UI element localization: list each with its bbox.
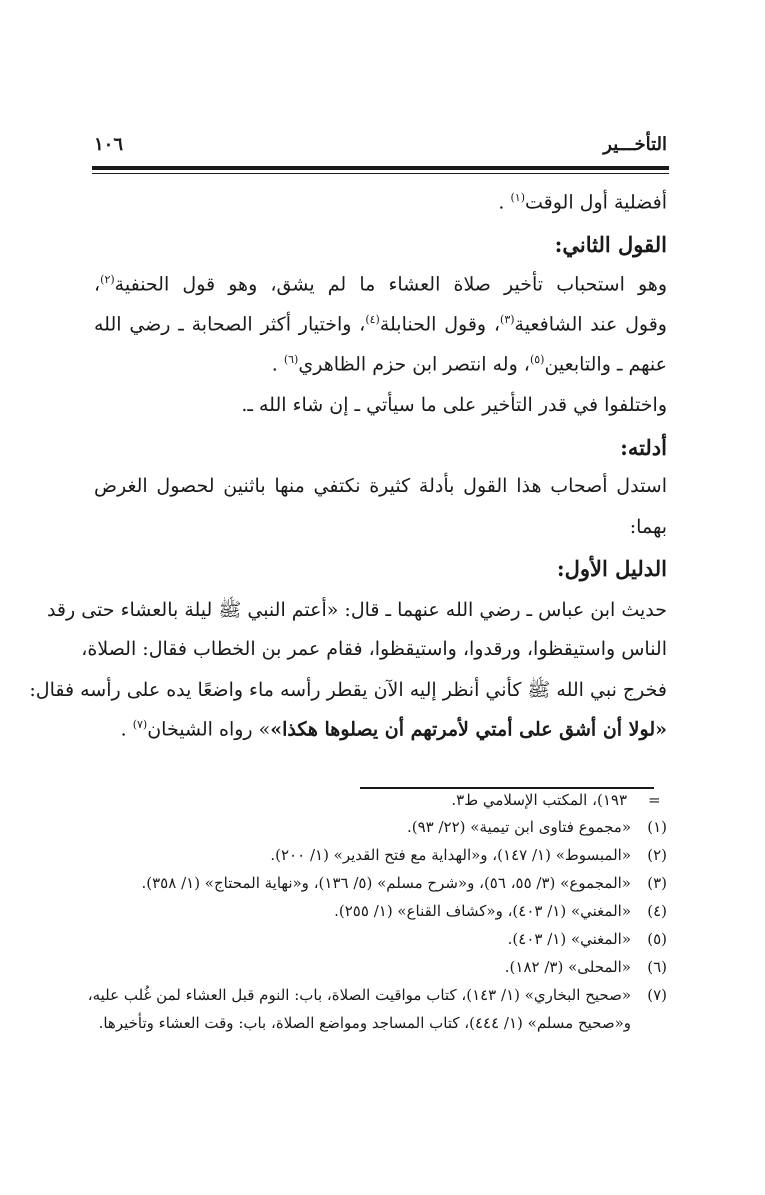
- footnote-continuation-mark: =: [648, 791, 661, 809]
- body-line: الناس واستيقظوا، ورقدوا، واستيقظوا، فقام عمر بن الخطاب فقال: الصلاة،: [81, 638, 667, 660]
- footnote-ref[interactable]: (٤): [365, 313, 380, 326]
- body-line: وهو استحباب تأخير صلاة العشاء ما لم يشق، وهو قول الحنفية$^{(٢)}$،: [94, 273, 667, 296]
- footnote-continuation: ١٩٣)، المكتب الإسلامي ط٣.: [451, 791, 627, 809]
- section-heading: القول الثاني:: [554, 232, 667, 257]
- body-line: «لولا أن أشق على أمتي لأمرتهم أن يصلوها هكذا»» رواه الشيخان$^{(٧)}$ .: [120, 718, 667, 741]
- body-line: واختلفوا في قدر التأخير على ما سيأتي ـ إن شاء الله ـ.: [241, 394, 667, 416]
- footnote-ref[interactable]: (٧): [132, 718, 148, 731]
- footnote-item: (٢)«المبسوط» (١/ ١٤٧)، و«الهداية مع فتح القدير» (١/ ٢٠٠).: [270, 846, 667, 864]
- body-line: بهما:: [629, 516, 667, 538]
- body-line: حديث ابن عباس ـ رضي الله عنهما ـ قال: «أعتم النبي ﷺ ليلة بالعشاء حتى رقد: [46, 599, 667, 621]
- body-line: أفضلية أول الوقت$^{(١)}$ .: [498, 191, 667, 214]
- page-header: [94, 134, 667, 164]
- page-number: ١٠٦: [94, 134, 124, 155]
- footnote-item: (٧)«صحيح البخاري» (١/ ١٤٣)، كتاب مواقيت الصلاة، باب: النوم قبل العشاء لمن غُلب عليه،: [87, 986, 667, 1004]
- footnote-separator: [360, 787, 654, 789]
- footnote-item: (١)«مجموع فتاوى ابن تيمية» (٢٢/ ٩٣).: [406, 818, 667, 836]
- footnote-item: (٥)«المغني» (١/ ٤٠٣).: [507, 930, 667, 948]
- header-rule-thick: [92, 166, 669, 170]
- section-heading-first-evidence: الدليل الأول:: [556, 556, 667, 581]
- footnote-item: (٣)«المجموع» (٣/ ٥٥، ٥٦)، و«شرح مسلم» (٥/ ١٣٦)، و«نهاية المحتاج» (١/ ٣٥٨).: [141, 874, 667, 892]
- footnote-item: (٤)«المغني» (١/ ٤٠٣)، و«كشاف القناع» (١/ ٢٥٥).: [334, 902, 667, 920]
- footnote-ref[interactable]: (٣): [500, 313, 515, 326]
- footnote-ref[interactable]: (١): [510, 191, 525, 204]
- body-line: عنهم ـ والتابعين$^{(٥)}$، وله انتصر ابن حزم الظاهري$^{(٦)}$ .: [271, 353, 667, 376]
- footnote-item-continuation: و«صحيح مسلم» (١/ ٤٤٤)، كتاب المساجد ومواضع الصلاة، باب: وقت العشاء وتأخيرها.: [98, 1014, 631, 1032]
- footnote-ref[interactable]: (٢): [100, 273, 115, 286]
- header-rule-thin: [92, 173, 669, 174]
- running-title: التأخـــير: [603, 134, 667, 155]
- body-line: فخرج نبي الله ﷺ كأني أنظر إليه الآن يقطر رأسه ماء واضعًا يده على رأسه فقال:: [29, 679, 667, 701]
- footnote-ref[interactable]: (٦): [283, 353, 299, 366]
- hadith-quote: «لولا أن أشق على أمتي لأمرتهم أن يصلوها هكذا»: [270, 718, 667, 741]
- footnote-ref[interactable]: (٥): [529, 353, 545, 366]
- body-line: وقول عند الشافعية$^{(٣)}$، وقول الحنابلة$^{(٤)}$، واختيار أكثر الصحابة ـ رضي الله: [94, 313, 667, 336]
- body-line: استدل أصحاب هذا القول بأدلة كثيرة نكتفي منها باثنين لحصول الغرض: [94, 475, 667, 497]
- footnote-item: (٦)«المحلى» (٣/ ١٨٢).: [504, 958, 667, 976]
- section-heading-evidence: أدلته:: [620, 435, 667, 460]
